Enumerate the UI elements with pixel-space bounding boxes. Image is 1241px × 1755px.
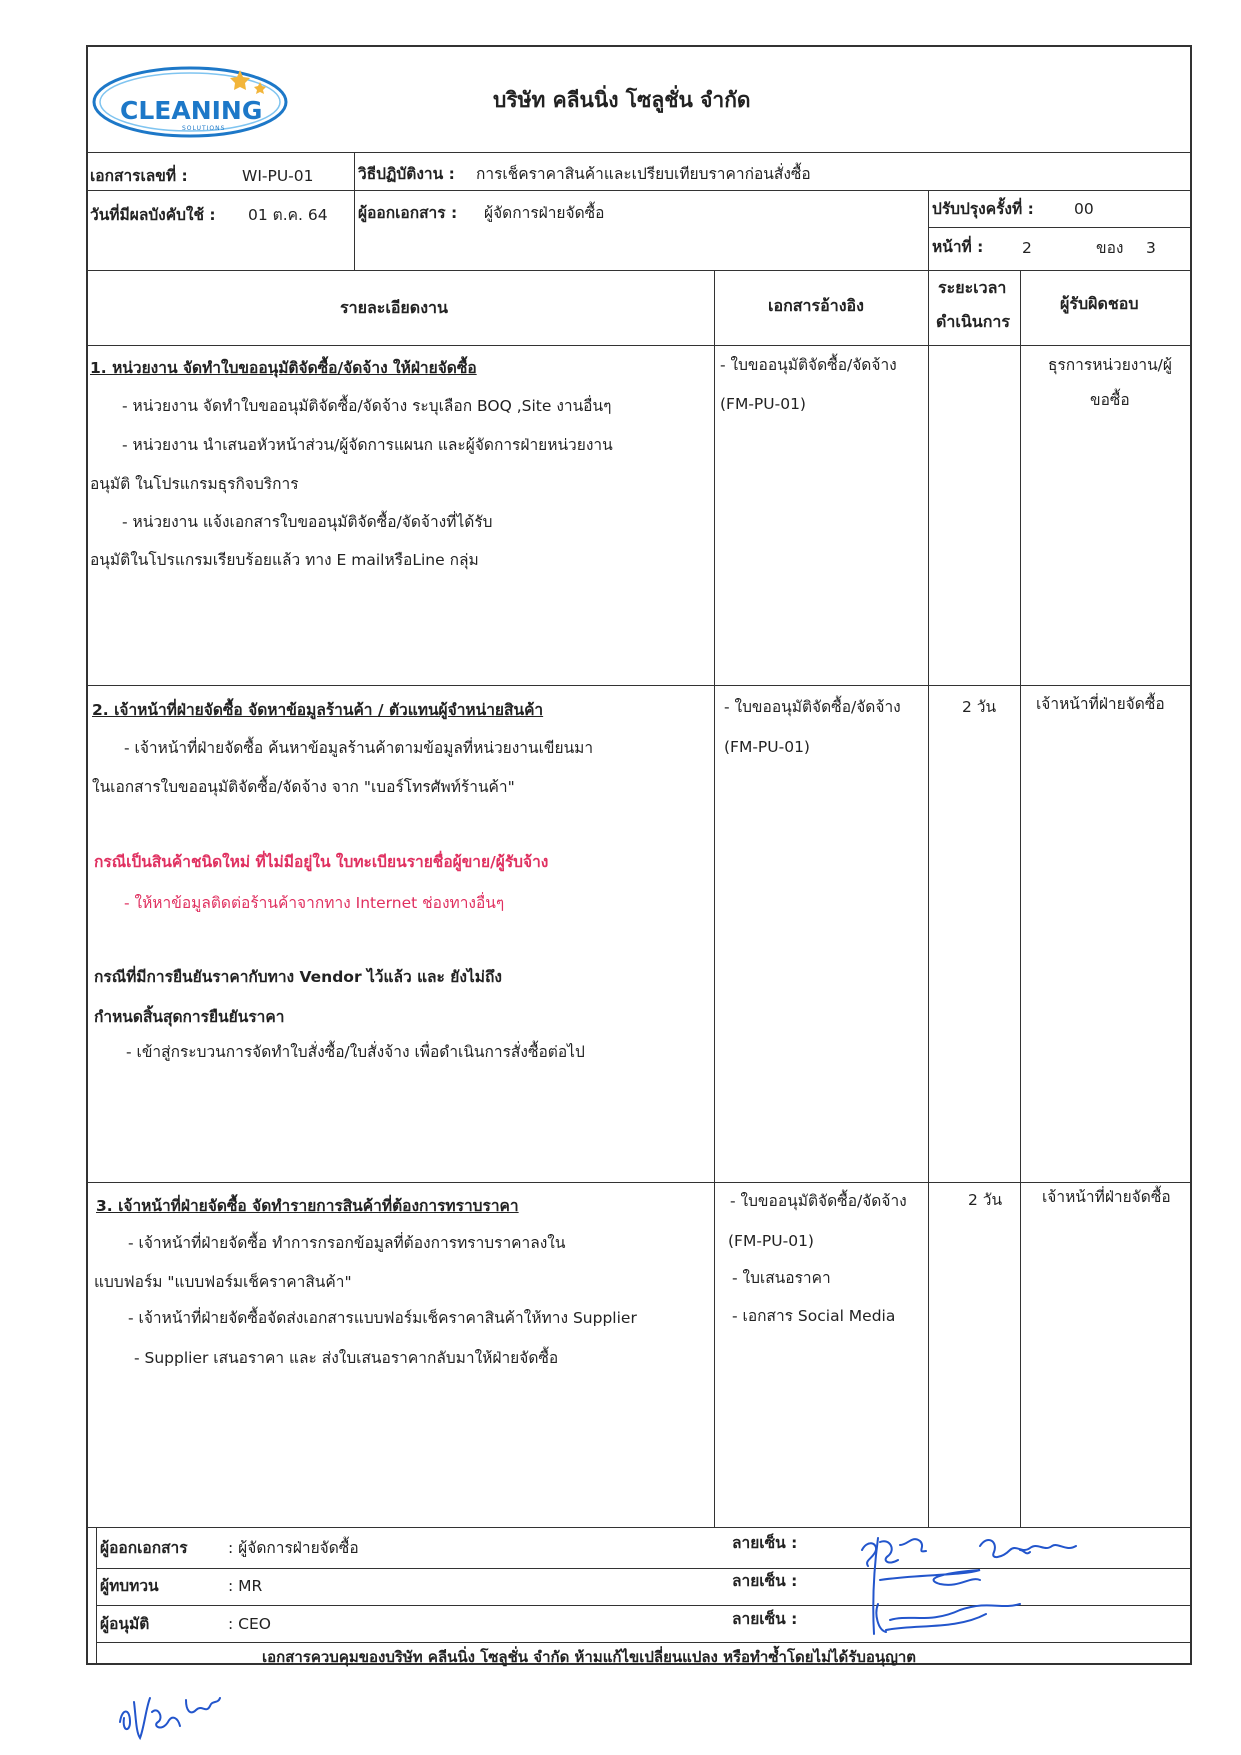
doc-no-label: เอกสารเลขที่ : [90, 167, 188, 185]
doc-no-value: WI-PU-01 [242, 167, 314, 185]
effective-date-label: วันที่มีผลบังคับใช้ : [90, 206, 216, 224]
section-1-ref: - ใบขออนุมัติจัดซื้อ/จัดจ้าง [720, 356, 897, 374]
page-value: 2 [1022, 239, 1032, 257]
rule-info-bottom [86, 270, 1192, 271]
rule-header-bottom [86, 152, 1192, 153]
col-responsible: ผู้รับผิดชอบ [1060, 294, 1139, 313]
section-2-case-line2: กำหนดสิ้นสุดการยืนยันราคา [94, 1008, 285, 1026]
procedure-label: วิธีปฏิบัติงาน : [358, 165, 455, 183]
section-1-line: อนุมัติ ในโปรแกรมธุรกิจบริการ [90, 475, 299, 493]
section-3-line: - Supplier เสนอราคา และ ส่งใบเสนอราคากลับมาให้ฝ่ายจัดซื้อ [134, 1349, 559, 1367]
section-3-line: แบบฟอร์ม "แบบฟอร์มเช็คราคาสินค้า" [94, 1273, 352, 1291]
section-2-duration: 2 วัน [962, 698, 997, 716]
section-2-new-product-line: - ให้หาข้อมูลติดต่อร้านค้าจากทาง Internet ช่องทางอื่นๆ [124, 894, 505, 912]
rule-sec1-bottom [86, 685, 1192, 686]
rule-revision-bottom [928, 227, 1192, 228]
section-2-ref: (FM-PU-01) [724, 738, 810, 756]
section-2-case-action: - เข้าสู่กระบวนการจัดทำใบสั่งซื้อ/ใบสั่งจ้าง เพื่อดำเนินการสั่งซื้อต่อไป [126, 1043, 585, 1061]
footer-sign-label-issuer: ลายเซ็น : [732, 1534, 798, 1552]
footer-approver-value: : CEO [228, 1615, 271, 1633]
issuer-label: ผู้ออกเอกสาร : [358, 204, 458, 222]
section-1-heading: 1. หน่วยงาน จัดทำใบขออนุมัติจัดซื้อ/จัดจ้าง ให้ฝ่ายจัดซื้อ [90, 359, 477, 377]
rule-docno-bottom [86, 190, 1192, 191]
section-2-ref: - ใบขออนุมัติจัดซื้อ/จัดจ้าง [724, 698, 901, 716]
section-3-ref: - ใบเสนอราคา [732, 1269, 831, 1287]
section-2-responsible: เจ้าหน้าที่ฝ่ายจัดซื้อ [1036, 695, 1165, 713]
section-1-line: อนุมัติในโปรแกรมเรียบร้อยแล้ว ทาง E mailหรือLine กลุ่ม [90, 551, 479, 569]
total-pages-value: 3 [1146, 239, 1156, 257]
rule-v-revision [928, 190, 929, 270]
handwritten-initial-mark [116, 1672, 236, 1742]
footer-approver-label: ผู้อนุมัติ [100, 1615, 150, 1633]
col-reference: เอกสารอ้างอิง [768, 296, 864, 315]
section-1-line: - หน่วยงาน จัดทำใบขออนุมัติจัดซื้อ/จัดจ้าง ระบุเลือก BOQ ,Site งานอื่นๆ [122, 397, 612, 415]
logo-text: CLEANING [120, 96, 263, 125]
section-3-responsible: เจ้าหน้าที่ฝ่ายจัดซื้อ [1042, 1188, 1171, 1206]
section-2-line: ในเอกสารใบขออนุมัติจัดซื้อ/จัดจ้าง จาก "เบอร์โทรศัพท์ร้านค้า" [92, 778, 515, 796]
section-1-responsible: ธุรการหน่วยงาน/ผู้ [1048, 356, 1172, 374]
section-2-case-line1: กรณีที่มีการยืนยันราคากับทาง Vendor ไว้แล้ว และ ยังไม่ถึง [94, 968, 502, 986]
section-3-heading: 3. เจ้าหน้าที่ฝ่ายจัดซื้อ จัดทำรายการสินค้าที่ต้องการทราบราคา [96, 1197, 519, 1215]
rule-v-details [714, 270, 715, 1527]
page-label: หน้าที่ : [932, 238, 984, 256]
rule-v-reference [928, 270, 929, 1527]
footer-sign-label-approver: ลายเซ็น : [732, 1610, 798, 1628]
rule-footer-3 [96, 1642, 1192, 1643]
section-2-heading: 2. เจ้าหน้าที่ฝ่ายจัดซื้อ จัดหาข้อมูลร้านค้า / ตัวแทนผู้จำหน่ายสินค้า [92, 701, 544, 719]
of-label: ของ [1096, 239, 1124, 257]
col-duration-line1: ระยะเวลา [938, 278, 1007, 297]
logo-subtext: SOLUTIONS [182, 125, 226, 132]
section-2-line: - เจ้าหน้าที่ฝ่ายจัดซื้อ ค้นหาข้อมูลร้านค้าตามข้อมูลที่หน่วยงานเขียนมา [124, 739, 594, 757]
col-duration-line2: ดำเนินการ [936, 312, 1010, 331]
footer-control-notice: เอกสารควบคุมของบริษัท คลีนนิ่ง โซลูชั่น จำกัด ห้ามแก้ไขเปลี่ยนแปลง หรือทำซ้ำโดยไม่ได้รับอนุญาต [262, 1648, 917, 1666]
section-3-ref: (FM-PU-01) [728, 1232, 814, 1250]
signature-scribbles [850, 1520, 1150, 1640]
footer-reviewer-label: ผู้ทบทวน [100, 1577, 159, 1595]
footer-sign-label-reviewer: ลายเซ็น : [732, 1572, 798, 1590]
section-1-line: - หน่วยงาน แจ้งเอกสารใบขออนุมัติจัดซื้อ/จัดจ้างที่ได้รับ [122, 513, 493, 531]
procedure-value: การเช็คราคาสินค้าและเปรียบเทียบราคาก่อนสั่งซื้อ [476, 165, 811, 183]
effective-date-value: 01 ต.ค. 64 [248, 206, 328, 224]
revision-value: 00 [1074, 200, 1094, 218]
section-3-line: - เจ้าหน้าที่ฝ่ายจัดซื้อจัดส่งเอกสารแบบฟอร์มเช็คราคาสินค้าให้ทาง Supplier [128, 1309, 637, 1327]
section-1-line: - หน่วยงาน นำเสนอหัวหน้าส่วน/ผู้จัดการแผนก และผู้จัดการฝ่ายหน่วยงาน [122, 436, 613, 454]
section-3-duration: 2 วัน [968, 1191, 1003, 1209]
revision-label: ปรับปรุงครั้งที่ : [932, 200, 1034, 218]
section-3-ref: - เอกสาร Social Media [732, 1307, 896, 1325]
footer-reviewer-value: : MR [228, 1577, 263, 1595]
rule-v-footer-left [96, 1527, 97, 1665]
section-3-ref: - ใบขออนุมัติจัดซื้อ/จัดจ้าง [730, 1192, 907, 1210]
rule-v-info [354, 152, 355, 270]
section-1-responsible: ขอซื้อ [1090, 391, 1130, 409]
rule-v-duration [1020, 270, 1021, 1527]
footer-issuer-value: : ผู้จัดการฝ่ายจัดซื้อ [228, 1539, 359, 1557]
footer-issuer-label: ผู้ออกเอกสาร [100, 1539, 188, 1557]
rule-sec2-bottom [86, 1182, 1192, 1183]
section-1-ref: (FM-PU-01) [720, 395, 806, 413]
col-details: รายละเอียดงาน [340, 298, 448, 317]
section-2-new-product-heading: กรณีเป็นสินค้าชนิดใหม่ ที่ไม่มีอยู่ใน ใบทะเบียนรายชื่อผู้ขาย/ผู้รับจ้าง [94, 853, 549, 871]
issuer-value: ผู้จัดการฝ่ายจัดซื้อ [484, 204, 605, 222]
company-name: บริษัท คลีนนิ่ง โซลูชั่น จำกัด [493, 88, 751, 112]
section-3-line: - เจ้าหน้าที่ฝ่ายจัดซื้อ ทำการกรอกข้อมูลที่ต้องการทราบราคาลงใน [128, 1234, 566, 1252]
rule-colhead-bottom [86, 345, 1192, 346]
